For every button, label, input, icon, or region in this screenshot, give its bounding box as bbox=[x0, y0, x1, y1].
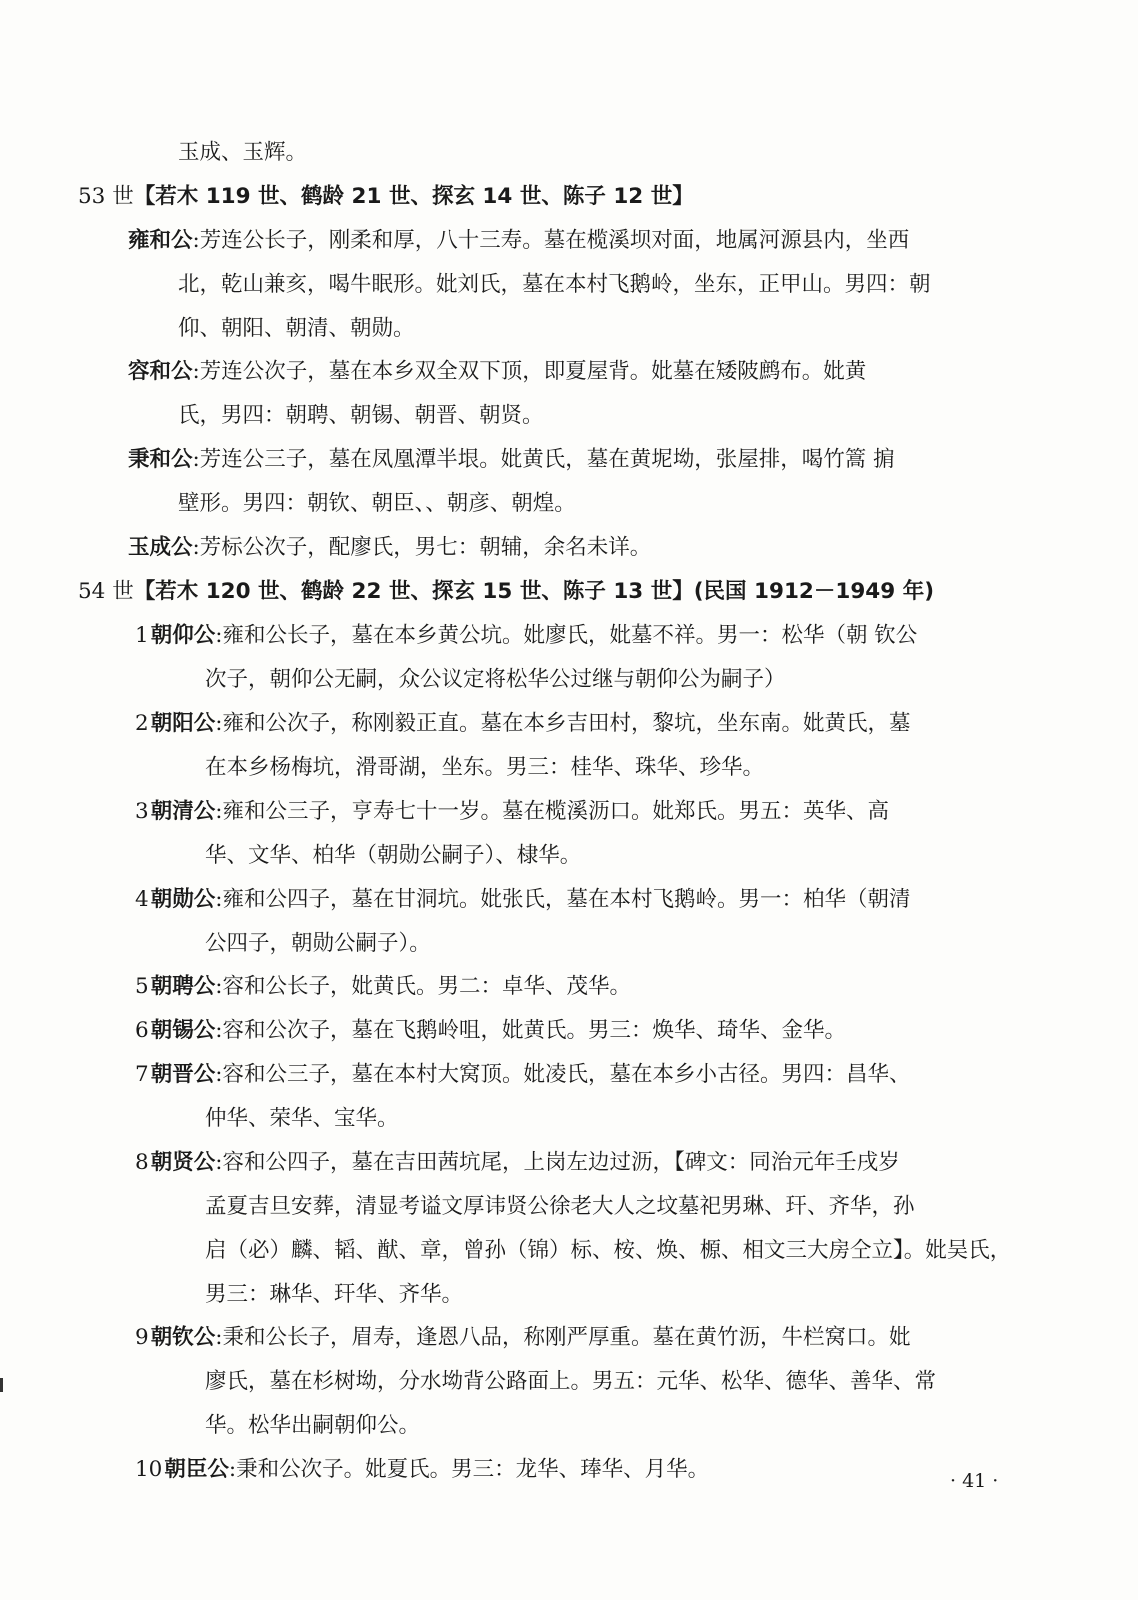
entry-ronghe: 容和公:芳连公次子，墓在本乡双全双下顶，即夏屋背。妣墓在矮陂鹧布。妣黄 bbox=[128, 359, 867, 384]
entry-text-line: 男三：琳华、玕华、齐华。 bbox=[205, 1282, 464, 1307]
entry-name: 秉和公 bbox=[128, 447, 193, 472]
entry-text-line: 容和公三子，墓在本村大窝顶。妣凌氏，墓在本乡小古径。男四：昌华、 bbox=[222, 1062, 911, 1087]
generation-54-era: (民国 1912－1949 年) bbox=[693, 579, 935, 604]
generation-53-heading bbox=[78, 182, 694, 212]
entry-text-line: 芳连公长子，刚柔和厚，八十三寿。墓在榄溪坝对面，地属河源县内，坐西 bbox=[199, 228, 910, 253]
entry-text-line: 秉和公次子。妣夏氏。男三：龙华、琫华、月华。 bbox=[236, 1457, 710, 1482]
entry-text-line: 华、文华、柏华（朝勋公嗣子）、棣华。 bbox=[205, 843, 582, 868]
entry-number: 2 bbox=[135, 711, 149, 736]
generation-54-number: 54 世 bbox=[78, 579, 134, 604]
entry-yucheng: 玉成公:芳标公次子，配廖氏，男七：朝辅，余名未详。 bbox=[128, 535, 652, 560]
entry-text-line: 容和公次子，墓在飞鹅岭咀，妣黄氏。男三：焕华、琦华、金华。 bbox=[222, 1018, 846, 1043]
generation-53-number: 53 世 bbox=[78, 184, 134, 209]
scan-edge-mark bbox=[0, 1378, 3, 1392]
entry-chaoxian: 8朝贤公:容和公四子，墓在吉田茜坑尾，上岗左边过沥，【碑文：同治元年壬戌岁 bbox=[135, 1150, 900, 1175]
entry-chaoxun: 4朝勋公:雍和公四子，墓在甘洞坑。妣张氏，墓在本村飞鹅岭。男一：柏华（朝清 bbox=[135, 887, 911, 912]
entry-text-line: 芳标公次子，配廖氏，男七：朝辅，余名未详。 bbox=[199, 535, 652, 560]
entry-number: 3 bbox=[135, 799, 149, 824]
entry-binghe: 秉和公:芳连公三子，墓在凤凰潭半垠。妣黄氏，墓在黄坭坳，张屋排，喝竹篙 掮 bbox=[128, 447, 895, 472]
entry-text-line: 孟夏吉旦安葬，清显考谥文厚讳贤公徐老大人之坟墓祀男琳、玕、齐华，孙 bbox=[205, 1194, 915, 1219]
entry-text-line: 芳连公次子，墓在本乡双全双下顶，即夏屋背。妣墓在矮陂鹧布。妣黄 bbox=[199, 359, 867, 384]
entry-name: 朝阳公 bbox=[150, 711, 216, 736]
entry-text-line: 华。松华出嗣朝仰公。 bbox=[205, 1413, 421, 1438]
entry-chaoqin: 9朝钦公:秉和公长子，眉寿，逢恩八品，称刚严厚重。墓在黄竹沥，牛栏窝口。妣 bbox=[135, 1325, 911, 1350]
entry-text-line: 北，乾山兼亥，喝牛眠形。妣刘氏，墓在本村飞鹅岭，坐东，正甲山。男四：朝 bbox=[178, 272, 931, 297]
entry-text-line: 启（必）麟、韬、猷、章，曾孙（锦）标、桉、焕、榞、相文三大房仝立】。妣吴氏， bbox=[205, 1238, 1012, 1263]
entry-text-line: 雍和公次子，称刚毅正直。墓在本乡吉田村，黎坑，坐东南。妣黄氏，墓 bbox=[222, 711, 911, 736]
entry-name: 朝钦公 bbox=[150, 1325, 216, 1350]
entry-text-line: 芳连公三子，墓在凤凰潭半垠。妣黄氏，墓在黄坭坳，张屋排，喝竹篙 掮 bbox=[199, 447, 895, 472]
entry-text-line: 雍和公三子，亨寿七十一岁。墓在榄溪沥口。妣郑氏。男五：英华、高 bbox=[222, 799, 889, 824]
entry-name: 朝锡公 bbox=[150, 1018, 216, 1043]
entry-chaoxi: 6朝锡公:容和公次子，墓在飞鹅岭咀，妣黄氏。男三：焕华、琦华、金华。 bbox=[135, 1018, 846, 1043]
entry-text-line: 仲华、荣华、宝华。 bbox=[205, 1106, 399, 1131]
entry-number: 8 bbox=[135, 1150, 149, 1175]
entry-number: 4 bbox=[135, 887, 149, 912]
entry-text-line: 雍和公长子，墓在本乡黄公坑。妣廖氏，妣墓不祥。男一：松华（朝 钦公 bbox=[222, 623, 918, 648]
entry-number: 5 bbox=[135, 974, 149, 999]
intro-line: 玉成、玉辉。 bbox=[178, 140, 308, 165]
entry-name: 雍和公 bbox=[128, 228, 193, 253]
entry-name: 朝勋公 bbox=[150, 887, 216, 912]
entry-chaojin: 7朝晋公:容和公三子，墓在本村大窝顶。妣凌氏，墓在本乡小古径。男四：昌华、 bbox=[135, 1062, 911, 1087]
entry-name: 朝仰公 bbox=[150, 623, 216, 648]
entry-chaoqing: 3朝清公:雍和公三子，亨寿七十一岁。墓在榄溪沥口。妣郑氏。男五：英华、高 bbox=[135, 799, 889, 824]
entry-text-line: 容和公长子，妣黄氏。男二：卓华、茂华。 bbox=[222, 974, 631, 999]
entry-name: 朝聘公 bbox=[150, 974, 216, 999]
entry-text-line: 容和公四子，墓在吉田茜坑尾，上岗左边过沥，【碑文：同治元年壬戌岁 bbox=[222, 1150, 900, 1175]
entry-chaoyang-2: 2朝阳公:雍和公次子，称刚毅正直。墓在本乡吉田村，黎坑，坐东南。妣黄氏，墓 bbox=[135, 711, 911, 736]
entry-text-line: 次子，朝仰公无嗣，众公议定将松华公过继与朝仰公为嗣子） bbox=[205, 667, 786, 692]
entry-name: 朝清公 bbox=[150, 799, 216, 824]
entry-name: 朝晋公 bbox=[150, 1062, 216, 1087]
entry-text-line: 廖氏，墓在杉树坳，分水坳背公路面上。男五：元华、松华、德华、善华、常 bbox=[205, 1369, 937, 1394]
generation-54-heading bbox=[78, 577, 934, 607]
entry-name: 容和公 bbox=[128, 359, 193, 384]
entry-text-line: 公四子，朝勋公嗣子）。 bbox=[205, 931, 431, 956]
entry-chaochen: 10朝臣公:秉和公次子。妣夏氏。男三：龙华、琫华、月华。 bbox=[135, 1457, 710, 1482]
entry-name: 玉成公 bbox=[128, 535, 193, 560]
entry-number: 6 bbox=[135, 1018, 149, 1043]
entry-number: 7 bbox=[135, 1062, 149, 1087]
entry-text-line: 秉和公长子，眉寿，逢恩八品，称刚严厚重。墓在黄竹沥，牛栏窝口。妣 bbox=[222, 1325, 911, 1350]
entry-number: 9 bbox=[135, 1325, 149, 1350]
entry-name: 朝贤公 bbox=[150, 1150, 216, 1175]
entry-name: 朝臣公 bbox=[164, 1457, 229, 1482]
generation-54-label: 【若木 120 世、鹤龄 22 世、探玄 15 世、陈子 13 世】 bbox=[133, 579, 694, 604]
entry-number: 1 bbox=[135, 623, 149, 648]
entry-text-line: 氏，男四：朝聘、朝锡、朝晋、朝贤。 bbox=[178, 403, 544, 428]
entry-yonghe: 雍和公:芳连公长子，刚柔和厚，八十三寿。墓在榄溪坝对面，地属河源县内，坐西 bbox=[128, 228, 910, 253]
generation-53-label: 【若木 119 世、鹤龄 21 世、探玄 14 世、陈子 12 世】 bbox=[133, 184, 694, 209]
entry-text-line: 在本乡杨梅坑，滑哥湖，坐东。男三：桂华、珠华、珍华。 bbox=[205, 755, 765, 780]
entry-number: 10 bbox=[135, 1457, 163, 1482]
page-number: · 41 · bbox=[950, 1470, 999, 1492]
entry-chaoyang-1: 1朝仰公:雍和公长子，墓在本乡黄公坑。妣廖氏，妣墓不祥。男一：松华（朝 钦公 bbox=[135, 623, 918, 648]
entry-text-line: 壁形。男四：朝钦、朝臣、、朝彦、朝煌。 bbox=[178, 491, 576, 516]
entry-text-line: 仰、朝阳、朝清、朝勋。 bbox=[178, 316, 415, 341]
entry-chaopin: 5朝聘公:容和公长子，妣黄氏。男二：卓华、茂华。 bbox=[135, 974, 631, 999]
entry-text-line: 雍和公四子，墓在甘洞坑。妣张氏，墓在本村飞鹅岭。男一：柏华（朝清 bbox=[222, 887, 911, 912]
